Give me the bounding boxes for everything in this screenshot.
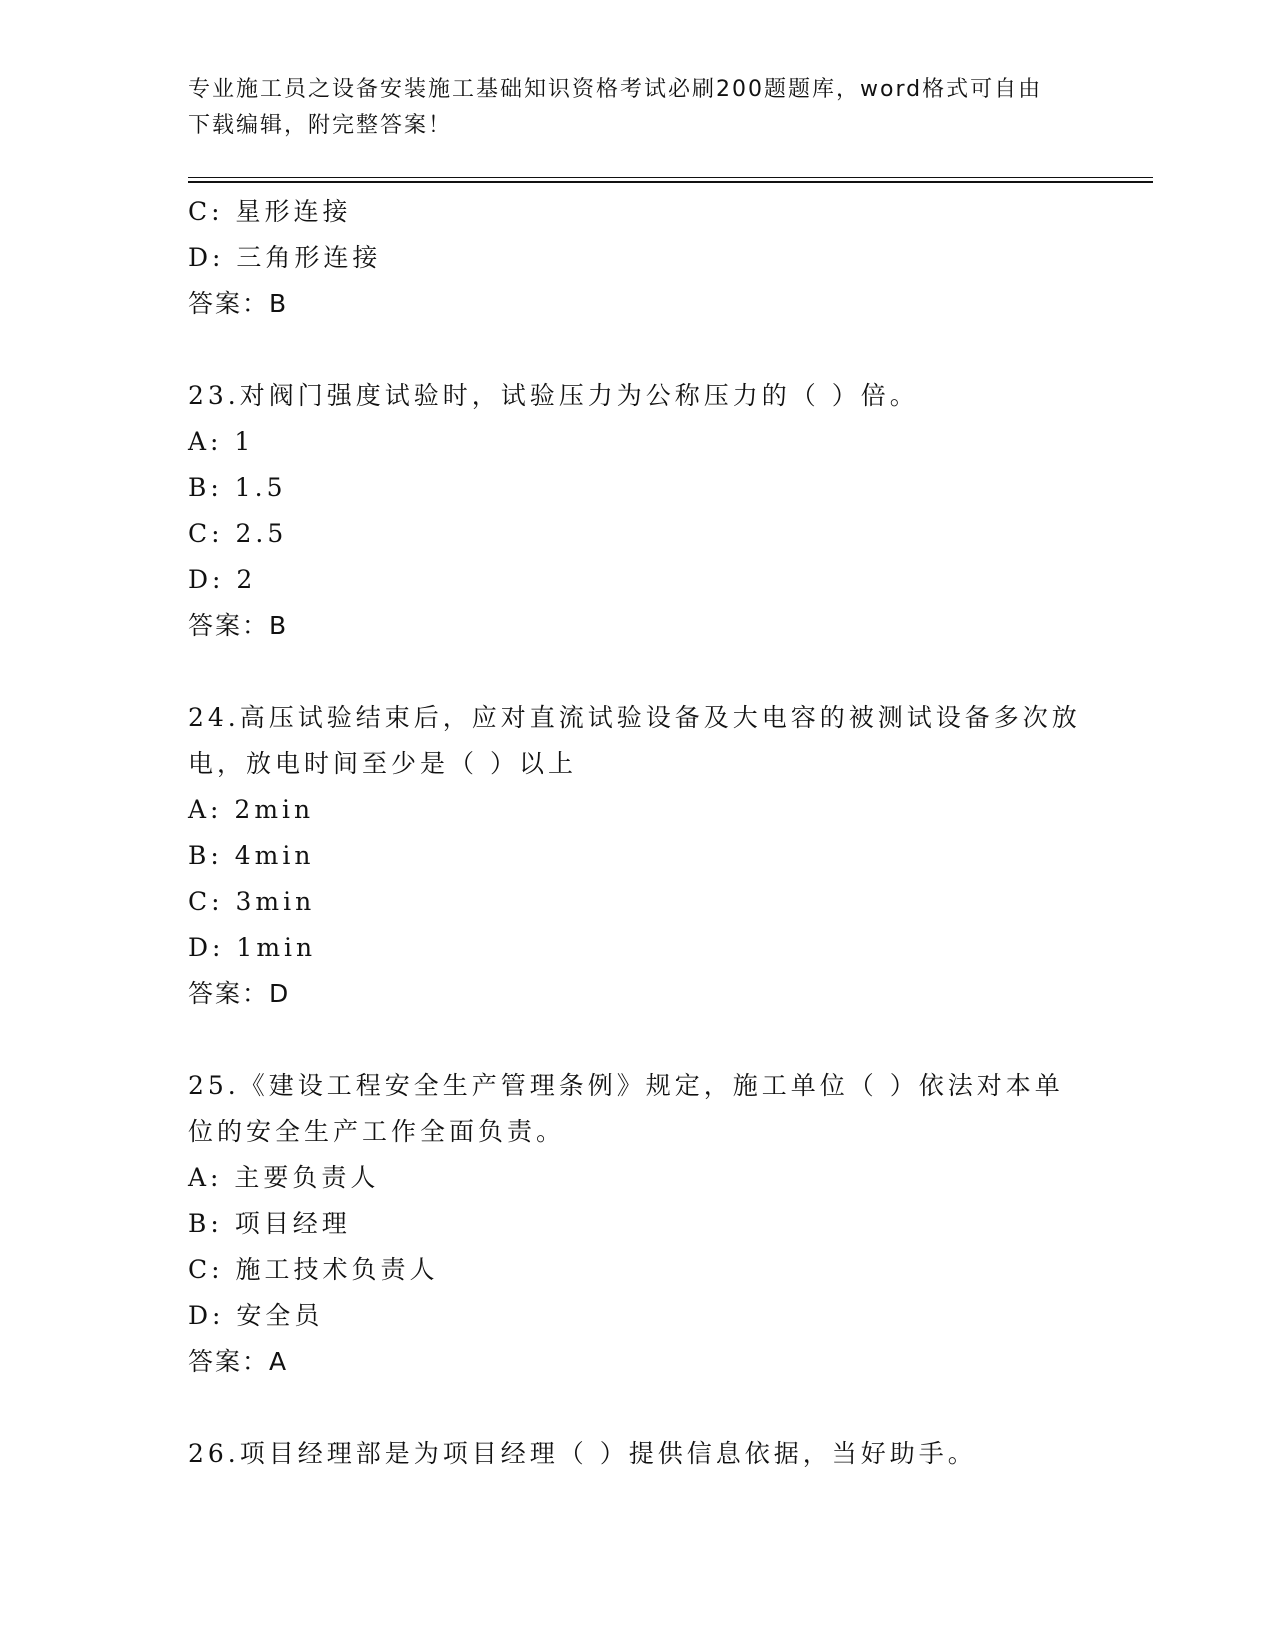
header-line-2: 下载编辑，附完整答案！ [188, 113, 453, 138]
spacer [188, 649, 1088, 695]
option-b: B: 1.5 [188, 473, 287, 502]
document-header [188, 72, 1088, 144]
spacer [188, 327, 1088, 373]
option-c: C: 星形连接 [188, 197, 352, 226]
option-d: D: 三角形连接 [188, 243, 382, 272]
option-c: C: 3min [188, 887, 316, 916]
option-d: D: 安全员 [188, 1301, 324, 1330]
option-a: A: 2min [188, 795, 315, 824]
option-c: C: 施工技术负责人 [188, 1255, 439, 1284]
question-stem-continued: 位的安全生产工作全面负责。 [188, 1117, 566, 1146]
option-b: B: 项目经理 [188, 1209, 351, 1238]
spacer [188, 1385, 1088, 1431]
option-a: A: 主要负责人 [188, 1163, 380, 1192]
answer-line: 答案：A [188, 1347, 289, 1376]
answer-line: 答案：B [188, 611, 289, 640]
question-list [188, 189, 1088, 1477]
question-23 [188, 373, 1088, 649]
question-stem: 23.对阀门强度试验时，试验压力为公称压力的（ ）倍。 [188, 381, 919, 410]
answer-line: 答案：D [188, 979, 291, 1008]
question-22-tail [188, 189, 1088, 327]
option-b: B: 4min [188, 841, 315, 870]
question-stem-continued: 电，放电时间至少是（ ）以上 [188, 749, 577, 778]
header-rule-thick [188, 181, 1153, 183]
option-c: C: 2.5 [188, 519, 288, 548]
option-d: D: 1min [188, 933, 317, 962]
option-a: A: 1 [188, 427, 255, 456]
question-26 [188, 1431, 1088, 1477]
spacer [188, 1017, 1088, 1063]
option-d: D: 2 [188, 565, 257, 594]
question-stem: 24.高压试验结束后，应对直流试验设备及大电容的被测试设备多次放 [188, 703, 1081, 732]
answer-line: 答案：B [188, 289, 289, 318]
question-stem: 26.项目经理部是为项目经理（ ）提供信息依据，当好助手。 [188, 1439, 977, 1468]
question-24 [188, 695, 1088, 1017]
question-stem: 25.《建设工程安全生产管理条例》规定，施工单位（ ）依法对本单 [188, 1071, 1064, 1100]
question-25 [188, 1063, 1088, 1385]
header-rule-thin [188, 177, 1153, 178]
header-line-1: 专业施工员之设备安装施工基础知识资格考试必刷200题题库，word格式可自由 [188, 77, 1043, 102]
